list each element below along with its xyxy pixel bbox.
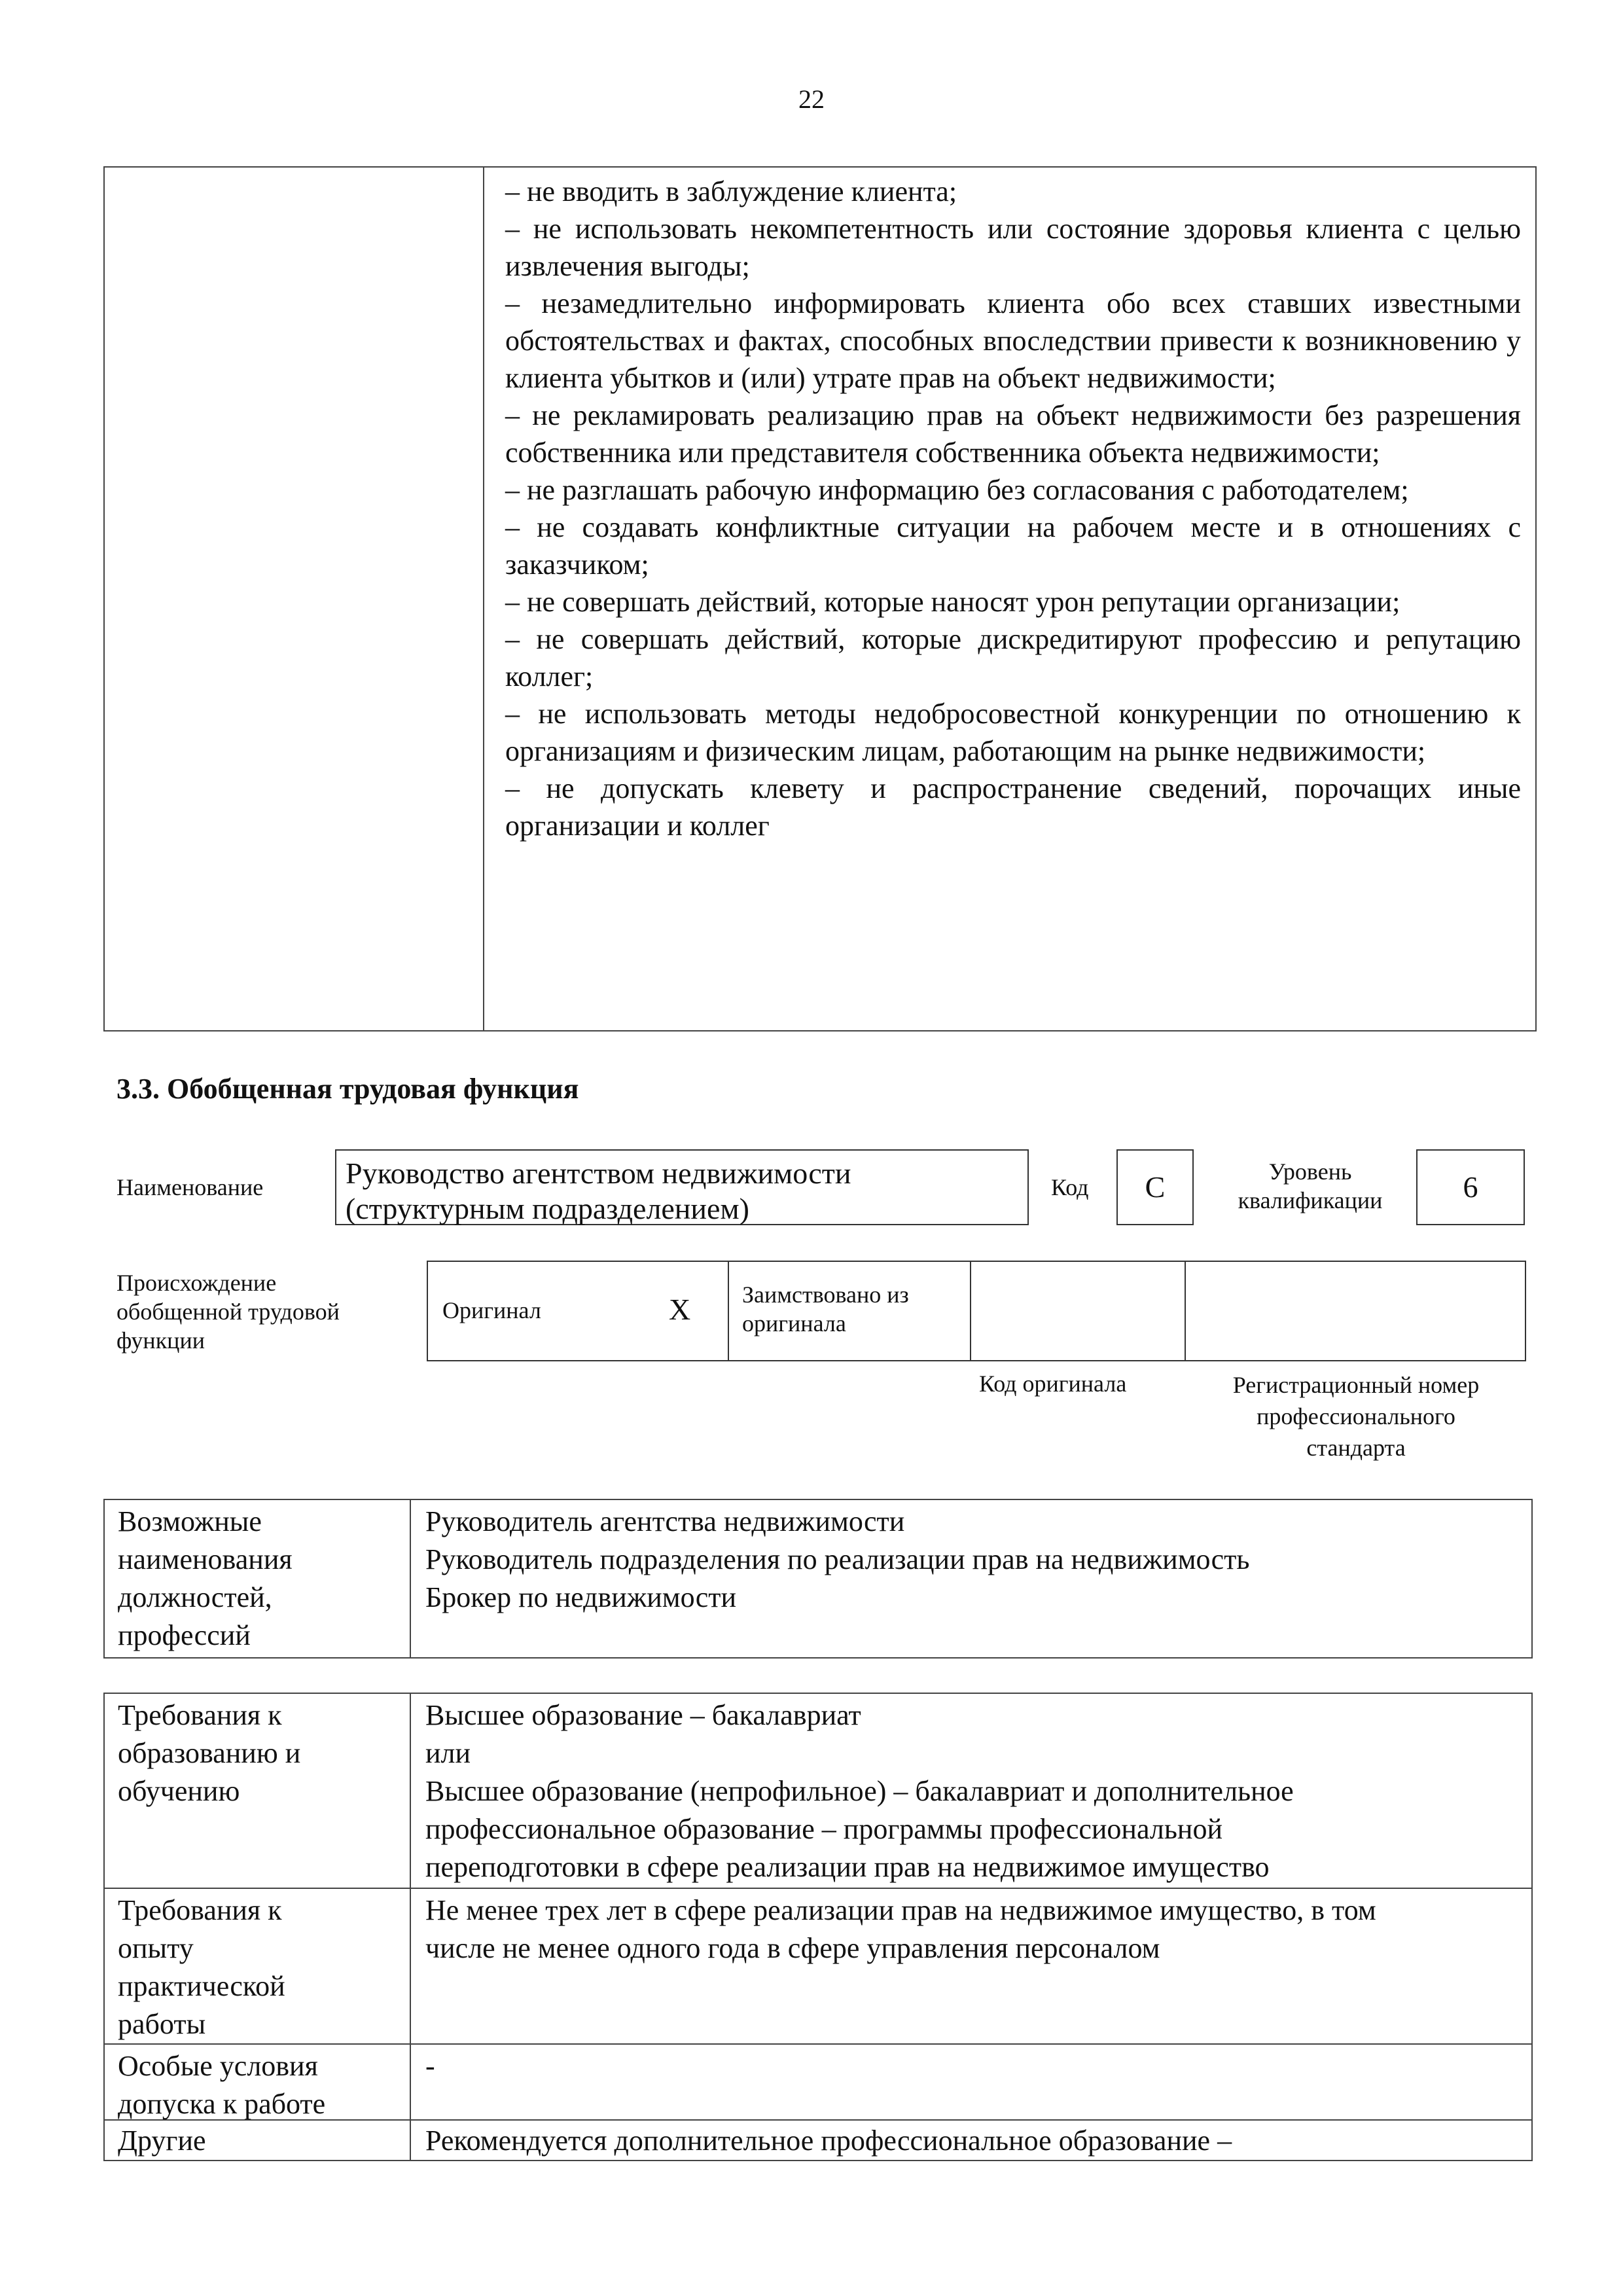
table-row-divider: [105, 2043, 1531, 2045]
label-line: должностей,: [118, 1581, 272, 1613]
special-conditions-value: -: [425, 2050, 435, 2082]
borrowed-label: [742, 1280, 909, 1338]
origin-divider: [970, 1262, 971, 1360]
list-item: – не совершать действий, которые дискредитируют профессию и репутацию коллег;: [505, 623, 1521, 692]
label-line: наименования: [118, 1543, 293, 1575]
function-name-line: (структурным подразделением): [346, 1192, 749, 1225]
function-name-field: [335, 1149, 1029, 1225]
original-mark: X: [669, 1293, 691, 1326]
experience-value: [425, 1892, 1376, 1967]
value-line: Не менее трех лет в сфере реализации прав на недвижимое имущество, в том: [425, 1894, 1376, 1926]
table-column-divider: [410, 1500, 411, 1657]
position-item: Руководитель подразделения по реализации прав на недвижимость: [425, 1543, 1250, 1575]
table-column-divider: [410, 1694, 411, 2160]
education-value: [425, 1696, 1294, 1886]
origin-divider: [1185, 1262, 1186, 1360]
ethics-list: [505, 173, 1521, 844]
experience-label: [118, 1892, 285, 2043]
origin-label-line: Происхождение: [116, 1270, 277, 1296]
reg-number-caption: [1192, 1369, 1520, 1463]
level-label: [1219, 1157, 1402, 1215]
value-line: Высшее образование – бакалавриат: [425, 1699, 861, 1731]
list-item: – не допускать клевету и распространение сведений, порочащих иные организации и коллег: [505, 772, 1521, 842]
code-value: С: [1116, 1149, 1194, 1225]
list-item: – не использовать некомпетентность или состояние здоровья клиента с целью извлечения выгоды;: [505, 213, 1521, 282]
reg-caption-line: Регистрационный номер: [1232, 1372, 1480, 1398]
label-line: профессий: [118, 1619, 251, 1651]
original-label: Оригинал: [442, 1297, 541, 1323]
label-line: обучению: [118, 1775, 240, 1807]
level-value: 6: [1416, 1149, 1525, 1225]
list-item: – не разглашать рабочую информацию без согласования с работодателем;: [505, 474, 1409, 506]
positions-label: [118, 1503, 293, 1655]
position-item: Брокер по недвижимости: [425, 1581, 737, 1613]
origin-label: [116, 1268, 340, 1355]
value-line: Высшее образование (непрофильное) – бакалавриат и дополнительное: [425, 1775, 1294, 1807]
reg-caption-line: профессионального: [1257, 1403, 1455, 1429]
ethics-table-continuation: [103, 166, 1537, 1031]
positions-table: [103, 1499, 1533, 1659]
label-line: допуска к работе: [118, 2088, 326, 2120]
other-value: Рекомендуется дополнительное профессиональное образование –: [425, 2125, 1232, 2157]
value-line: числе не менее одного года в сфере управления персоналом: [425, 1932, 1160, 1964]
code-original-caption: Код оригинала: [979, 1371, 1127, 1397]
special-conditions-label: [118, 2047, 325, 2123]
label-line: Особые условия: [118, 2050, 318, 2082]
code-label: Код: [1051, 1174, 1089, 1200]
label-line: работы: [118, 2008, 206, 2040]
name-label: Наименование: [116, 1174, 264, 1200]
level-label-line: квалификации: [1238, 1187, 1383, 1213]
list-item: – не совершать действий, которые наносят урон репутации организации;: [505, 586, 1400, 618]
table-column-divider: [483, 168, 484, 1030]
origin-divider: [728, 1262, 729, 1360]
other-label: Другие: [118, 2125, 206, 2157]
position-item: Руководитель агентства недвижимости: [425, 1505, 905, 1537]
label-line: Требования к: [118, 1894, 282, 1926]
origin-table: [427, 1261, 1526, 1361]
list-item: – не использовать методы недобросовестной конкуренции по отношению к организациям и физическим лицам, работающим на рынке недвижимости;: [505, 698, 1521, 767]
label-line: Требования к: [118, 1699, 282, 1731]
value-line: или: [425, 1737, 471, 1769]
value-line: переподготовки в сфере реализации прав на недвижимое имущество: [425, 1851, 1270, 1883]
positions-values: [425, 1503, 1249, 1617]
label-line: Возможные: [118, 1505, 262, 1537]
page-number: 22: [798, 84, 825, 114]
table-row-divider: [105, 1888, 1531, 1889]
list-item: – незамедлительно информировать клиента обо всех ставших известными обстоятельствах и фактах, способных впоследствии привести к возникновению у клиента убытков и (или) утрате прав на объект недвижимости;: [505, 287, 1521, 394]
section-title: 3.3. Обобщенная трудовая функция: [116, 1073, 579, 1105]
value-line: профессиональное образование – программы профессиональной: [425, 1813, 1223, 1845]
level-label-line: Уровень: [1268, 1158, 1352, 1185]
list-item: – не вводить в заблуждение клиента;: [505, 175, 957, 207]
reg-caption-line: стандарта: [1306, 1435, 1406, 1461]
education-label: [118, 1696, 300, 1810]
borrowed-label-line: Заимствовано из: [742, 1282, 909, 1308]
origin-label-line: обобщенной трудовой: [116, 1299, 340, 1325]
list-item: – не рекламировать реализацию прав на объект недвижимости без разрешения собственника или представителя собственника объекта недвижимости;: [505, 399, 1521, 469]
label-line: опыту: [118, 1932, 194, 1964]
requirements-table: [103, 1693, 1533, 2161]
label-line: образованию и: [118, 1737, 301, 1769]
borrowed-label-line: оригинала: [742, 1310, 846, 1336]
list-item: – не создавать конфликтные ситуации на рабочем месте и в отношениях с заказчиком;: [505, 511, 1521, 581]
label-line: практической: [118, 1970, 285, 2002]
function-name-line: Руководство агентством недвижимости: [346, 1157, 851, 1190]
origin-label-line: функции: [116, 1327, 205, 1354]
